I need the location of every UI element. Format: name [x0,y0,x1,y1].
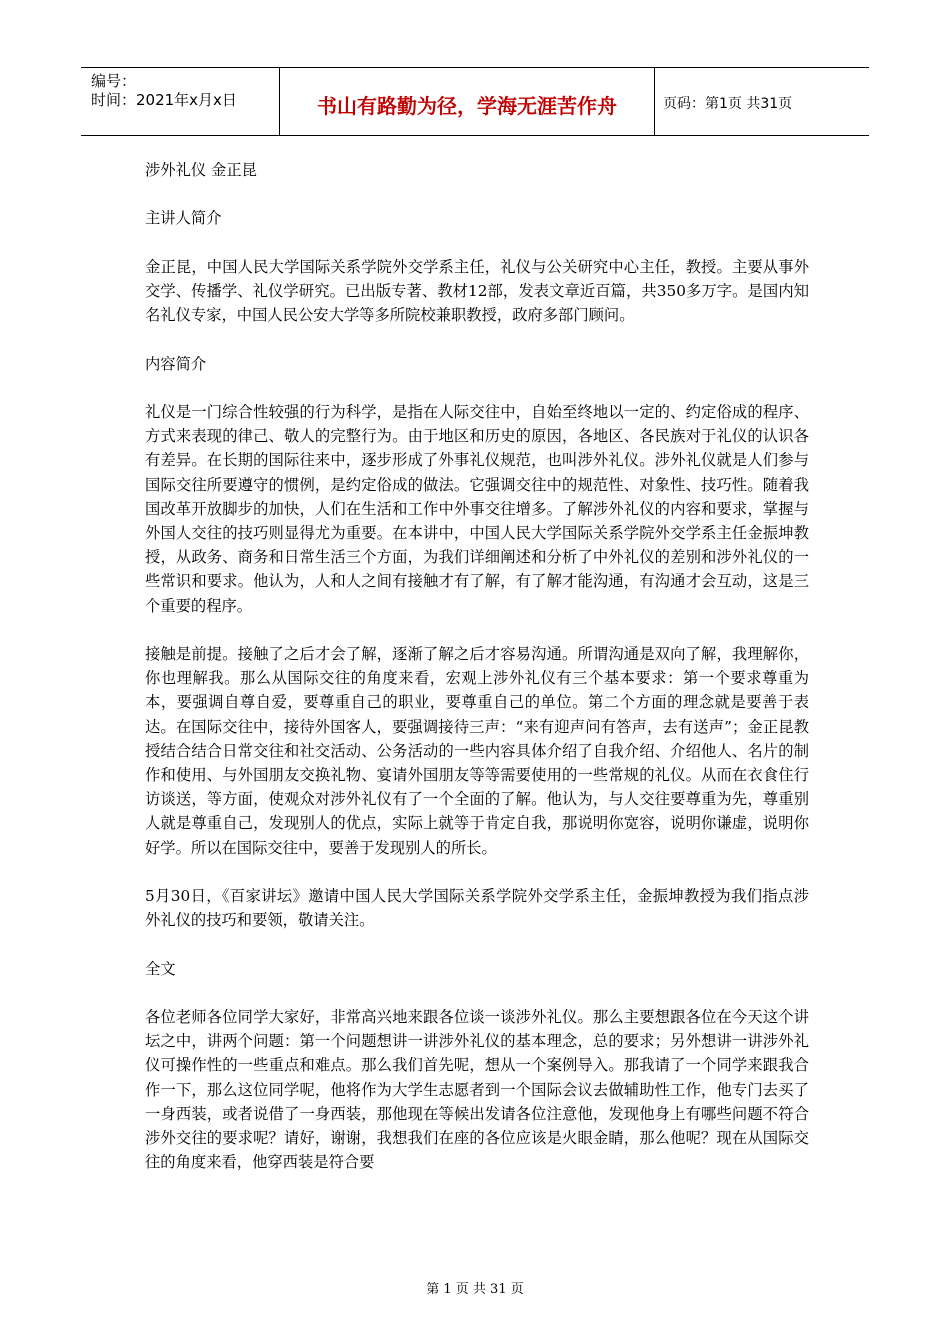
speaker-heading: 主讲人简介 [145,209,222,228]
document-number-label: 编号： [91,72,137,90]
header-meta [81,68,280,135]
speaker-intro-paragraph: 金正昆，中国人民大学国际关系学院外交学系主任，礼仪与公关研究中心主任，教授。主要从事外交学、传播学、礼仪学研究。已出版专著、教材12部，发表文章近百篇，共350多万字。是国内知名礼仪专家，中国人民公安大学等多所院校兼职教授，政府多部门顾问。 [145,257,809,325]
page-header [81,67,869,136]
header-motto: 书山有路勤为径，学海无涯苦作舟 [280,68,655,135]
document-date-label: 时间：2021年x月x日 [91,91,237,109]
fulltext-heading: 全文 [145,959,176,978]
content-heading: 内容简介 [145,354,207,373]
content-paragraph-1: 礼仪是一门综合性较强的行为科学，是指在人际交往中，自始至终地以一定的、约定俗成的程序、方式来表现的律己、敬人的完整行为。由于地区和历史的原因，各地区、各民族对于礼仪的认识各有差异。在长期的国际往来中，逐步形成了外事礼仪规范，也叫涉外礼仪。涉外礼仪就是人们参与国际交往所要遵守的惯例，是约定俗成的做法。它强调交往中的规范性、对象性、技巧性。随着我国改革开放脚步的加快，人们在生活和工作中外事交往增多。了解涉外礼仪的内容和要求，掌握与外国人交往的技巧则显得尤为重要。在本讲中，中国人民大学国际关系学院外交学系主任金振坤教授，从政务、商务和日常生活三个方面，为我们详细阐述和分析了中外礼仪的差别和涉外礼仪的一些常识和要求。他认为，人和人之间有接触才有了解，有了解才能沟通，有沟通才会互动，这是三个重要的程序。 [145,402,809,615]
page-footer: 第 1 页 共 31 页 [426,1282,524,1297]
header-page-info: 页码：第1页 共31页 [663,95,793,112]
content-paragraph-2: 接触是前提。接触了之后才会了解，逐渐了解之后才容易沟通。所谓沟通是双向了解，我理解你，你也理解我。那么从国际交往的角度来看，宏观上涉外礼仪有三个基本要求：第一个要求尊重为本，要强调自尊自爱，要尊重自己的职业，要尊重自己的单位。第二个方面的理念就是要善于表达。在国际交往中，接待外国客人，要强调接待三声：“来有迎声问有答声，去有送声”；金正昆教授结合结合日常交往和社交活动、公务活动的一些内容具体介绍了自我介绍、介绍他人、名片的制作和使用、与外国朋友交换礼物、宴请外国朋友等等需要使用的一些常规的礼仪。从而在衣食住行访谈送，等方面，使观众对涉外礼仪有了一个全面的了解。他认为，与人交往要尊重为先，尊重别人就是尊重自己，发现别人的优点，实际上就等于肯定自我，那说明你宽容，说明你谦虚，说明你好学。所以在国际交往中，要善于发现别人的所长。 [145,644,809,857]
document-title: 涉外礼仪 金正昆 [145,161,257,179]
document-body [145,158,809,1174]
content-paragraph-3: 5月30日，《百家讲坛》邀请中国人民大学国际关系学院外交学系主任，金振坤教授为我们指点涉外礼仪的技巧和要领，敬请关注。 [145,887,809,930]
fulltext-paragraph-1: 各位老师各位同学大家好，非常高兴地来跟各位谈一谈涉外礼仪。那么主要想跟各位在今天这个讲坛之中，讲两个问题：第一个问题想讲一讲涉外礼仪的基本理念，总的要求；另外想讲一讲涉外礼仪可操作性的一些重点和难点。那么我们首先呢，想从一个案例导入。那我请了一个同学来跟我合作一下，那么这位同学呢，他将作为大学生志愿者到一个国际会议去做辅助性工作，他专门去买了一身西装，或者说借了一身西装，那他现在等候出发请各位注意他，发现他身上有哪些问题不符合涉外交往的要求呢？请好，谢谢，我想我们在座的各位应该是火眼金睛，那么他呢？现在从国际交往的角度来看，他穿西装是符合要 [145,1007,809,1172]
